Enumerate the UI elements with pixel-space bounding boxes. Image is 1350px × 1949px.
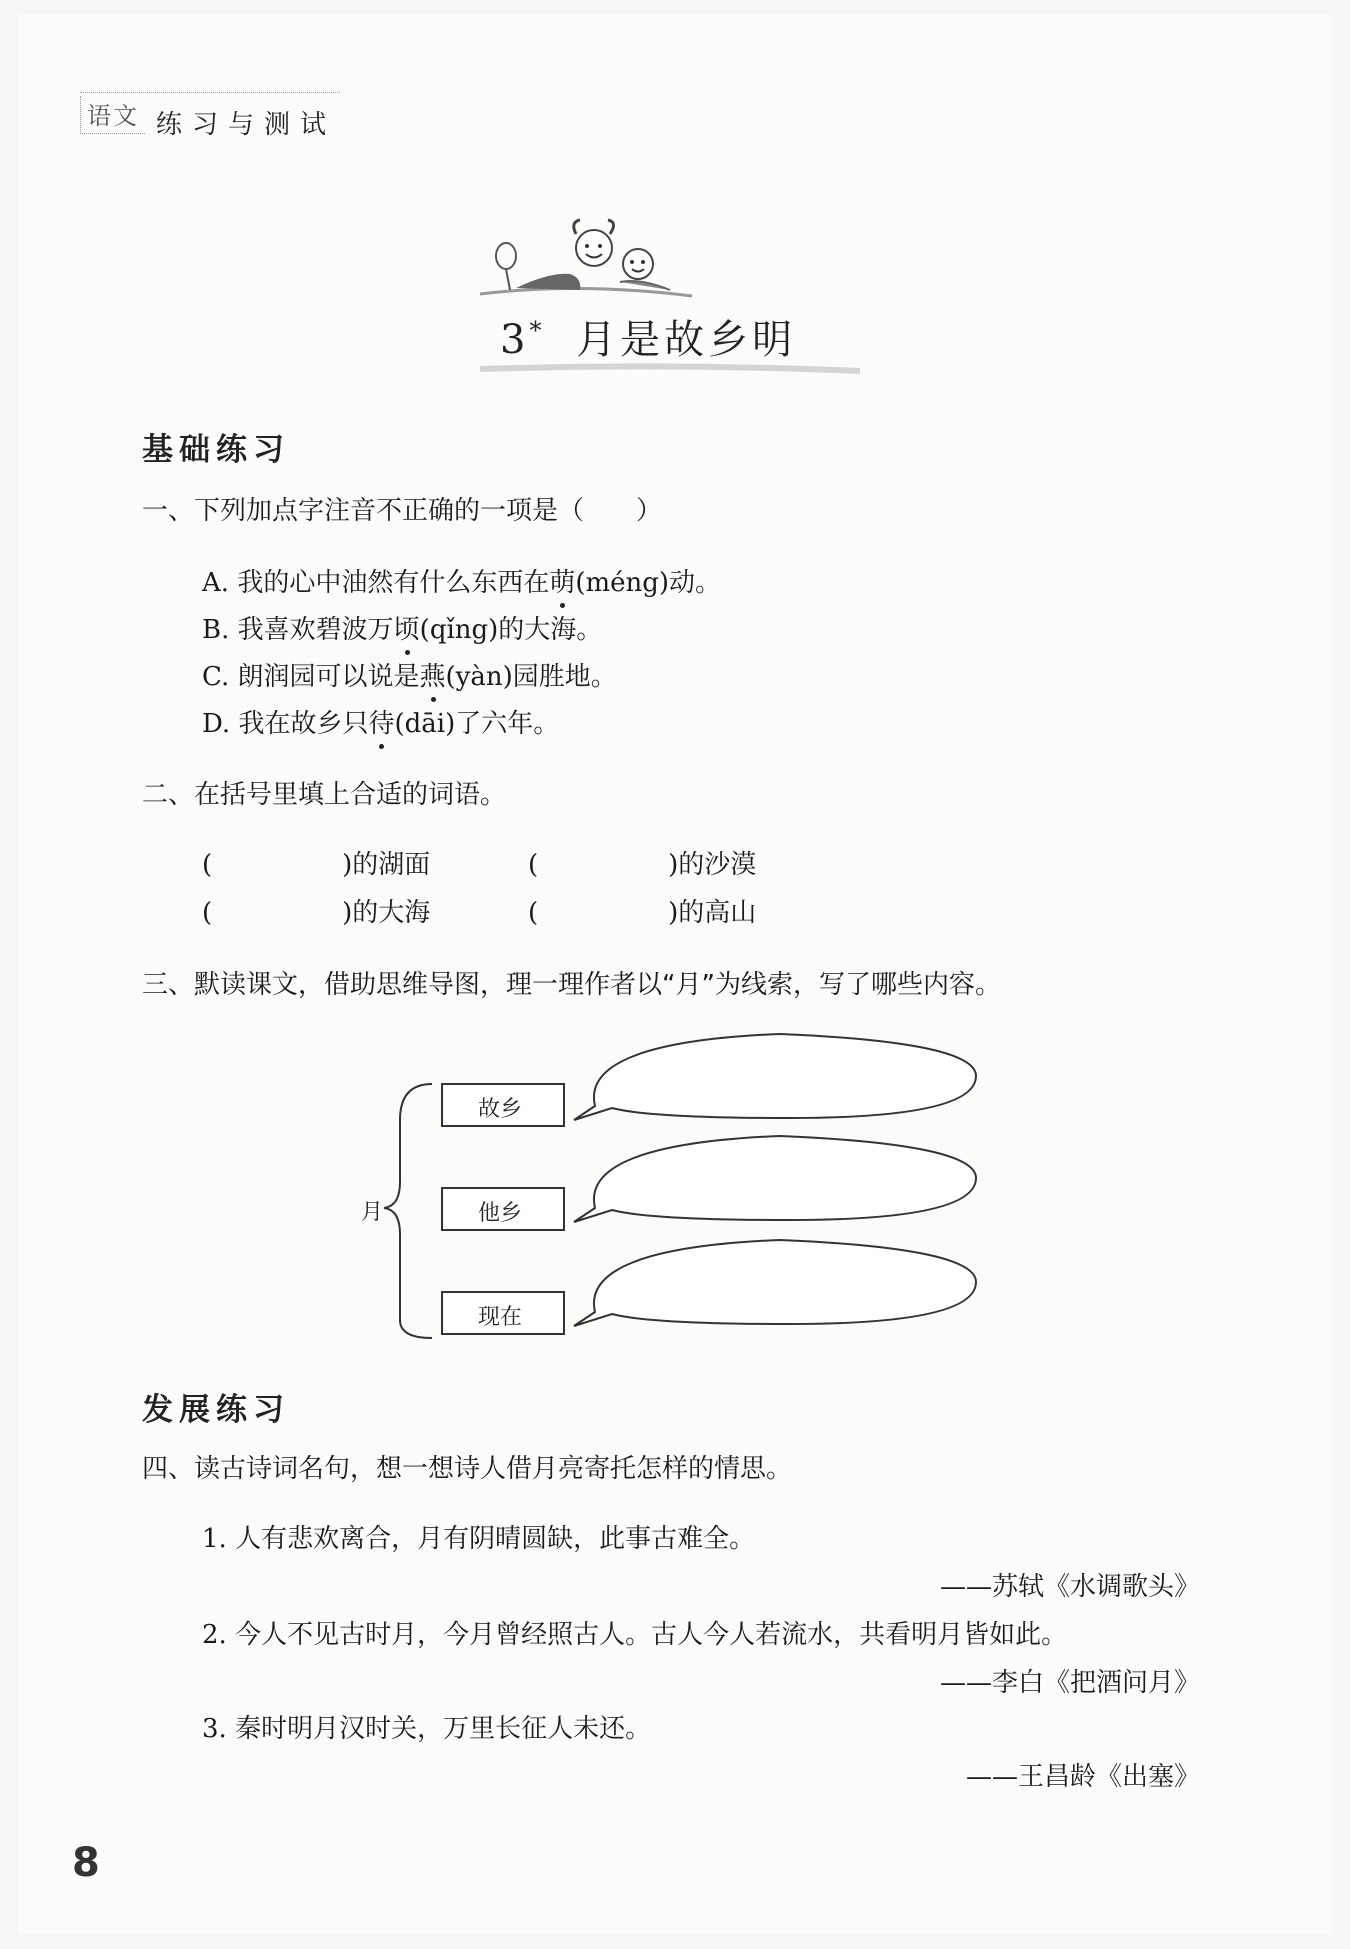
option-text: 我喜欢碧波万: [237, 615, 394, 645]
option-pinyin: (méng)动。: [575, 568, 722, 598]
option-text: 我在故乡只: [238, 709, 369, 739]
blank-phrase[interactable]: ( )的大海: [202, 898, 431, 928]
lesson-number: 3: [500, 317, 530, 363]
answer-bubble-3[interactable]: [574, 1240, 976, 1326]
poem-line-2: [202, 1614, 1067, 1651]
header-series-title: 练习与测试: [156, 110, 337, 140]
dotted-char: 待: [368, 709, 395, 739]
question-2-prompt: 二、在括号里填上合适的词语。: [142, 780, 507, 810]
poem-number: 1.: [202, 1524, 227, 1554]
option-text: 我的心中油然有什么东西在: [237, 568, 550, 598]
blank-phrase[interactable]: ( )的沙漠: [528, 850, 757, 880]
mind-map-root: 月: [361, 1200, 384, 1225]
option-c: [202, 656, 617, 693]
lesson-mark: *: [529, 316, 546, 345]
answer-bubble-2[interactable]: [574, 1136, 976, 1222]
header-subject: 语文: [80, 96, 145, 134]
option-b: [202, 609, 602, 646]
question-3-prompt: 三、默读课文，借助思维导图，理一理作者以“月”为线索，写了哪些内容。: [142, 970, 1001, 1000]
option-letter: B.: [202, 615, 230, 645]
option-pinyin: (qǐng)的大海。: [419, 615, 603, 645]
option-d: [202, 703, 559, 740]
option-letter: C.: [202, 662, 230, 692]
question-1-prompt: 一、下列加点字注音不正确的一项是（ ）: [142, 496, 663, 526]
poem-text: 人有悲欢离合，月有阴晴圆缺，此事古难全。: [235, 1524, 756, 1554]
poem-source-3: ——王昌龄《出塞》: [965, 1762, 1200, 1792]
poem-source-2: ——李白《把酒问月》: [939, 1668, 1200, 1698]
option-pinyin: (dāi)了六年。: [394, 709, 560, 739]
option-a: [202, 562, 721, 599]
kids-illustration-icon: [470, 212, 700, 308]
section-heading-develop: 发展练习: [142, 1392, 290, 1428]
poem-number: 3.: [202, 1714, 227, 1744]
option-pinyin: (yàn)园胜地。: [445, 662, 617, 692]
mind-map: [350, 1020, 990, 1350]
answer-bubble-1[interactable]: [574, 1034, 976, 1120]
poem-line-1: [202, 1518, 755, 1555]
blank-phrase[interactable]: ( )的湖面: [202, 850, 431, 880]
dotted-char: 萌: [549, 568, 576, 598]
poem-text: 秦时明月汉时关，万里长征人未还。: [235, 1714, 652, 1744]
dotted-char: 顷: [393, 615, 420, 645]
poem-text: 今人不见古时月，今月曾经照古人。古人今人若流水，共看明月皆如此。: [235, 1620, 1068, 1650]
mind-map-label-hometown: 故乡: [478, 1097, 523, 1122]
lesson-title-text: 月是故乡明: [576, 317, 797, 363]
option-letter: D.: [202, 709, 231, 739]
page-number: 8: [72, 1840, 100, 1886]
question-4-prompt: 四、读古诗词名句，想一想诗人借月亮寄托怎样的情思。: [142, 1454, 793, 1484]
poem-source-1: ——苏轼《水调歌头》: [939, 1572, 1200, 1602]
mind-map-label-now: 现在: [478, 1305, 523, 1330]
lesson-title: [500, 308, 796, 365]
section-heading-basic: 基础练习: [142, 432, 290, 468]
blank-phrase[interactable]: ( )的高山: [528, 898, 757, 928]
dotted-char: 燕: [419, 662, 446, 692]
poem-line-3: [202, 1708, 651, 1745]
header-dotted-rule: [80, 92, 340, 93]
option-letter: A.: [202, 568, 230, 598]
poem-number: 2.: [202, 1620, 227, 1650]
mind-map-label-elsewhere: 他乡: [478, 1201, 523, 1226]
option-text: 朗润园可以说是: [237, 662, 420, 692]
mind-map-brace: [384, 1084, 432, 1338]
